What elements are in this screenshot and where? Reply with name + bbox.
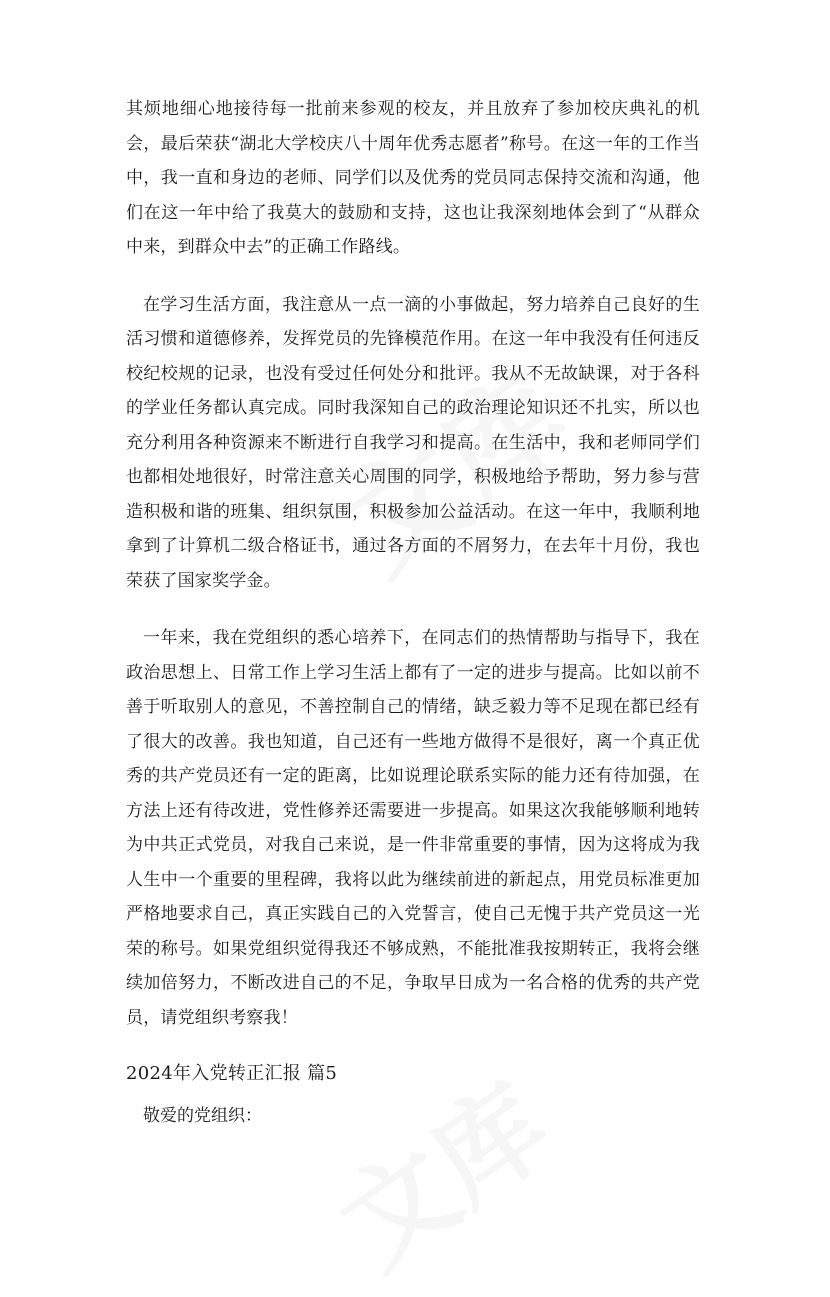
paragraph-continuation: 其烦地细心地接待每一批前来参观的校友，并且放弃了参加校庆典礼的机会，最后荣获“湖北大学校庆八十周年优秀志愿者”称号。在这一年的工作当中，我一直和身边的老师、同学们以及优秀的党员同志保持交流和沟通，他们在这一年中给了我莫大的鼓励和支持，这也让我深刻地体会到了“从群众中来，到群众中去”的正确工作路线。 (126, 99, 700, 257)
paragraph-summary: 一年来，我在党组织的悉心培养下，在同志们的热情帮助与指导下，我在政治思想上、日常工作上学习生活上都有了一定的进步与提高。比如以前不善于听取别人的意见，不善控制自己的情绪，缺乏毅力等不足现在都已经有了很大的改善。我也知道，自己还有一些地方做得不是很好，离一个真正优秀的共产党员还有一定的距离，比如说理论联系实际的能力还有待加强，在方法上还有待改进，党性修养还需要进一步提高。如果这次我能够顺利地转为中共正式党员，对我自己来说，是一件非常重要的事情，因为这将成为我人生中一个重要的里程碑，我将以此为继续前进的新起点，用党员标准更加严格地要求自己，真正实践自己的入党誓言，使自己无愧于共产党员这一光荣的称号。如果党组织觉得我还不够成熟，不能批准我按期转正，我将会继续加倍努力，不断改进自己的不足，争取早日成为一名合格的优秀的共产党员，请党组织考察我！ (126, 628, 700, 1028)
salutation: 敬爱的党组织： (143, 1106, 262, 1126)
paragraph-spacer (126, 265, 700, 288)
document-body (126, 92, 700, 1133)
section-heading: 2024年入党转正汇报 篇5 (126, 1063, 338, 1084)
paragraph-spacer (126, 598, 700, 621)
paragraph-spacer (126, 1035, 700, 1057)
paragraph-study-life: 在学习生活方面，我注意从一点一滴的小事做起，努力培养自己良好的生活习惯和道德修养，发挥党员的先锋模范作用。在这一年中我没有任何违反校纪校规的记录，也没有受过任何处分和批评。我从不无故缺课，对于各科的学业任务都认真完成。同时我深知自己的政治理论知识还不扎实，所以也充分利用各种资源来不断进行自我学习和提高。在生活中，我和老师同学们也都相处地很好，时常注意关心周围的同学，积极地给予帮助，努力参与营造积极和谐的班集、组织氛围，积极参加公益活动。在这一年中，我顺利地拿到了计算机二级合格证书，通过各方面的不屑努力，在去年十月份，我也荣获了国家奖学金。 (126, 294, 700, 591)
